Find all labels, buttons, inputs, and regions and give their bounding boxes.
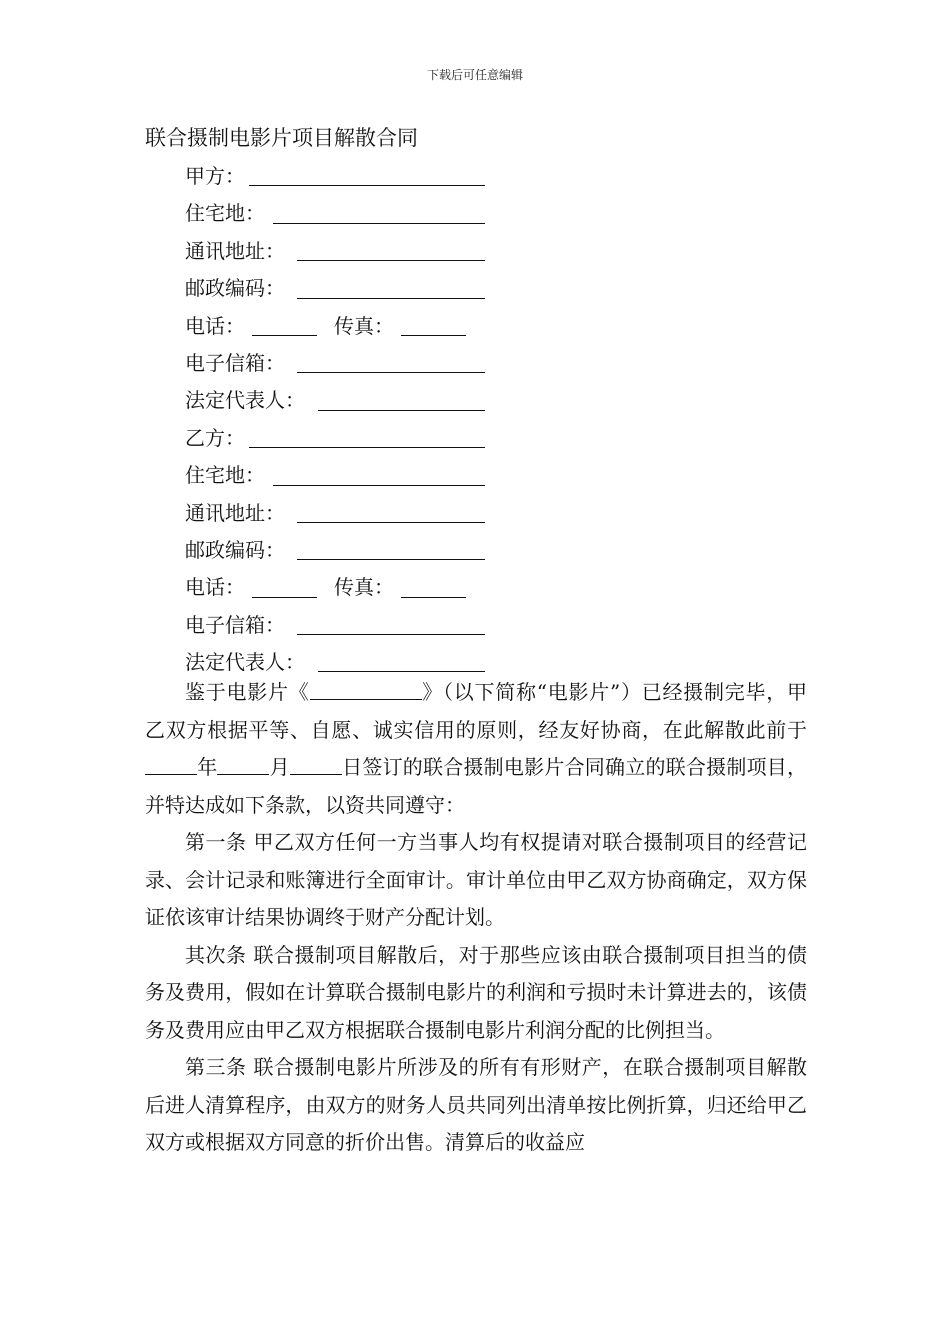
party-b-phone-blank[interactable] [252,597,317,598]
party-a-address-field [185,195,505,232]
party-b-name-label: 乙方： [185,425,245,450]
party-a-address-blank[interactable] [273,223,485,224]
preamble-part2: 》（以下简称“电影片”）已经摄制完毕，甲乙双方根据平等、自愿、诚实信用的原则，经友好协商，在此解散此前于 [145,680,808,742]
party-b-email-blank[interactable] [297,634,485,635]
month-blank[interactable] [217,754,269,775]
party-a-rep-label: 法定代表人： [185,388,305,413]
party-a-mail-address-field [185,233,505,270]
party-a-phone-fax-field [185,308,505,345]
article-3: 第三条 联合摄制电影片所涉及的所有有形财产，在联合摄制项目解散后进人清算程序，由双方的财务人员共同列出清单按比例折算，归还给甲乙双方或根据双方同意的折价出售。清算后的收益应 [145,1055,807,1154]
party-a-address-label: 住宅地： [185,201,265,226]
party-b-address-label: 住宅地： [185,463,265,488]
party-a-phone-blank[interactable] [252,335,317,336]
party-a-name-blank[interactable] [249,185,485,186]
party-a-name-field [185,158,505,195]
preamble-part1: 鉴于电影片《 [185,680,310,704]
party-a-fax-label: 传真： [334,313,394,338]
party-b-name-field [185,420,505,457]
party-a-phone-label: 电话： [185,313,245,338]
page-header: 下载后可任意编辑 [426,68,523,82]
party-a-email-field [185,345,505,382]
party-b-address-blank[interactable] [273,485,485,486]
party-a-rep-field [185,382,505,419]
party-b-name-blank[interactable] [249,447,485,448]
party-fields [185,158,505,681]
year-blank[interactable] [145,754,197,775]
party-b-postcode-label: 邮政编码： [185,537,285,562]
party-b-mail-address-label: 通讯地址： [185,500,285,525]
party-b-email-field [185,607,505,644]
day-blank[interactable] [290,754,342,775]
party-a-mail-address-label: 通讯地址： [185,238,285,263]
preamble-part3: 日签订的联合摄制电影片合同确立的联合摄制项目，并特达成如下条款，以资共同遵守： [145,755,808,817]
party-b-fax-label: 传真： [334,575,394,600]
article-1: 第一条 甲乙双方任何一方当事人均有权提请对联合摄制项目的经营记录、会计记录和账簿进行全面审计。审计单位由甲乙双方协商确定，双方保证依该审计结果协调终于财产分配计划。 [145,830,807,929]
party-b-phone-fax-field [185,569,505,606]
party-b-phone-label: 电话： [185,575,245,600]
document-title: 联合摄制电影片项目解散合同 [145,126,418,150]
party-a-fax-blank[interactable] [401,335,466,336]
party-a-email-blank[interactable] [297,372,485,373]
party-a-postcode-blank[interactable] [297,298,485,299]
party-a-postcode-label: 邮政编码： [185,276,285,301]
party-b-postcode-blank[interactable] [297,559,485,560]
party-a-name-label: 甲方： [185,164,245,188]
party-a-rep-blank[interactable] [318,410,485,411]
contract-body [145,674,807,1162]
party-a-postcode-field [185,270,505,307]
party-b-fax-blank[interactable] [401,597,466,598]
party-b-email-label: 电子信箱： [185,612,285,637]
month-label: 月 [269,755,290,779]
party-b-rep-label: 法定代表人： [185,650,305,675]
party-b-address-field [185,457,505,494]
preamble-paragraph [145,674,807,824]
party-b-mail-address-blank[interactable] [297,522,485,523]
party-a-email-label: 电子信箱： [185,350,285,375]
party-b-postcode-field [185,532,505,569]
year-label: 年 [197,755,218,779]
party-a-mail-address-blank[interactable] [297,260,485,261]
article-2: 其次条 联合摄制项目解散后，对于那些应该由联合摄制项目担当的债务及费用，假如在计算联合摄制电影片的利润和亏损时未计算进去的，该债务及费用应由甲乙双方根据联合摄制电影片利润分配的比例担当。 [145,942,807,1042]
film-title-blank[interactable] [310,679,422,700]
party-b-rep-blank[interactable] [318,671,485,672]
party-b-mail-address-field [185,495,505,532]
